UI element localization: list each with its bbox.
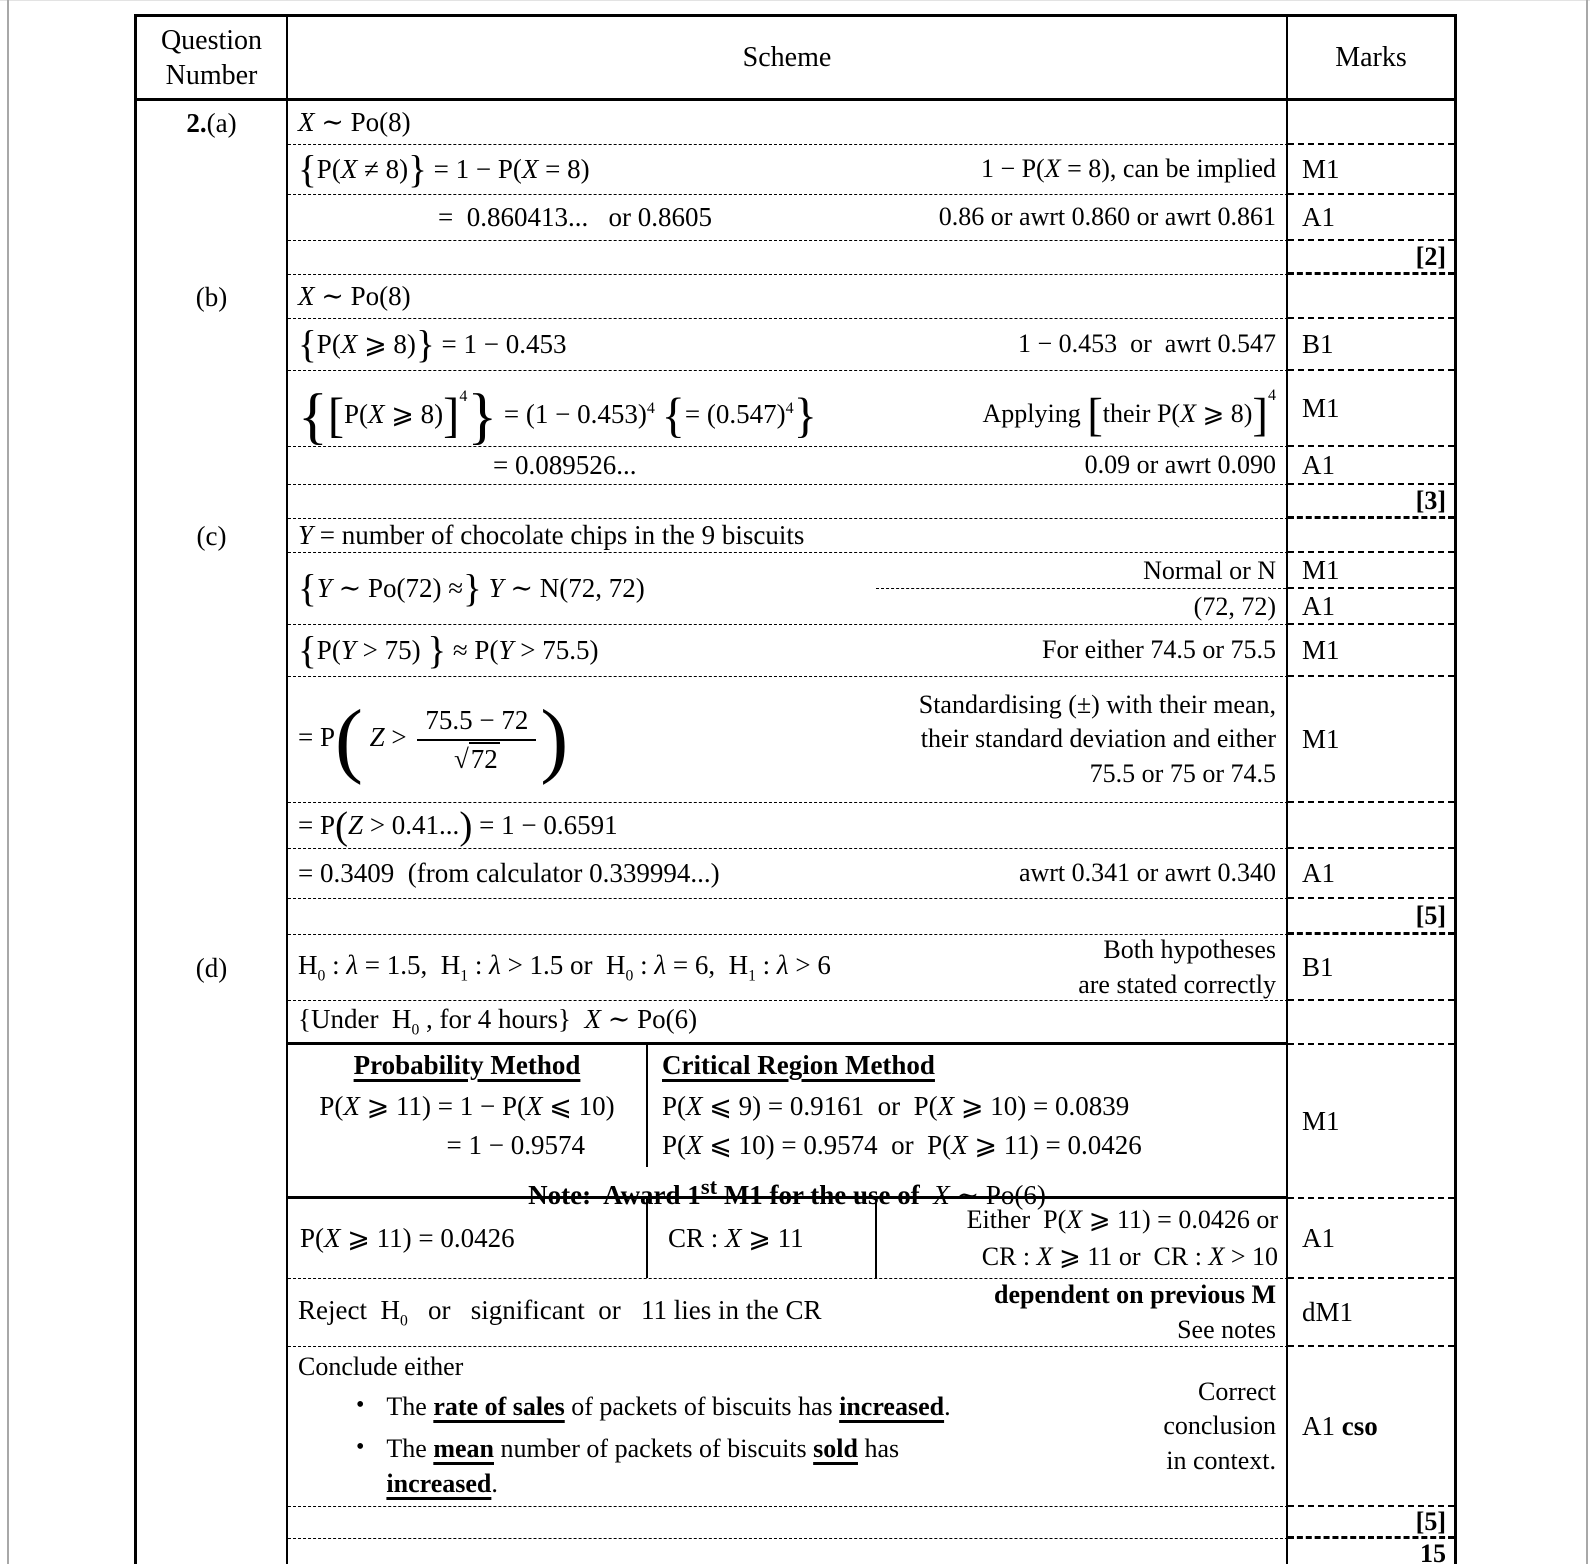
guidance-note-d-hyp: Both hypotheses are stated correctly	[1078, 935, 1276, 999]
formula-c1: {Y ∼ Po(72) ≈} Y ∼ N(72, 72)	[298, 567, 645, 611]
total-marks-d: [5]	[1288, 1507, 1454, 1539]
mark-cell	[1288, 101, 1454, 145]
part-label-d: (d)	[137, 935, 288, 1001]
formula-b1: {P(X ⩾ 8)} = 1 − 0.453	[298, 323, 567, 367]
row-d-results	[137, 1199, 1454, 1279]
mark-label-d-dm1: dM1	[1288, 1279, 1454, 1347]
row-c-def	[137, 519, 1454, 553]
header-marks: Marks	[1288, 17, 1454, 101]
guidance-note-c1b: (72, 72)	[1193, 591, 1276, 621]
formula-b2: {[P(X ⩾ $8)]^4\} = (1 - 0.453)^4$ {= $(0.547)^4$}	[298, 382, 817, 451]
mark-label-c-m3: M1	[1288, 677, 1454, 803]
row-a-model	[137, 101, 1454, 145]
conclusion-bullet-2-text: The mean number of packets of biscuits sold has increased.	[386, 1433, 900, 1499]
critical-region-line2: P(X ⩽ 10) = 0.9574 or P(X ⩾ 11) = 0.0426	[662, 1130, 1142, 1160]
row-c-zvalue	[137, 803, 1454, 849]
row-d-reject	[137, 1279, 1454, 1347]
probability-method-column	[288, 1045, 648, 1167]
row-a-m1	[137, 145, 1454, 195]
total-marks-b: [3]	[1288, 485, 1454, 519]
mark-scheme-table	[134, 14, 1457, 1564]
part-label-c: (c)	[137, 519, 288, 553]
mark-label-d-a1: A1	[1288, 1199, 1454, 1279]
row-d-hypotheses	[137, 935, 1454, 1001]
formula-a2: = 0.860413... or 0.8605	[438, 202, 712, 232]
guidance-note-c1a: Normal or N	[876, 553, 1286, 589]
formula-c4: = P(Z > 0.41...) = 1 − 0.6591	[298, 804, 618, 848]
formula-c2: {P(Y > 75) } ≈ P(Y > 75.5)	[298, 629, 599, 673]
guidance-note-b2: Applying [their P(X ⩾ 8)]$^4$	[982, 387, 1276, 442]
row-d-total	[137, 1507, 1454, 1539]
page-edge-right	[1586, 0, 1588, 1564]
bullet-icon: •	[356, 1391, 365, 1418]
result-probability-text: P(X ⩾ 11) = 0.0426	[300, 1223, 515, 1253]
bullet-icon: •	[356, 1433, 365, 1460]
row-b-m1	[137, 371, 1454, 451]
formula-b-model: X ∼ Po(8)	[298, 281, 411, 311]
conclusion-bullet-2	[298, 1431, 1163, 1501]
formula-d-hypotheses: $H_0$ : λ = 1.5, $H_1$ : λ > 1.5 or $H_0$ : λ = 6, $H_1$ : λ > 6	[298, 949, 831, 985]
row-c-total	[137, 899, 1454, 935]
total-marks-a: [2]	[1288, 241, 1454, 275]
row-a-total	[137, 241, 1454, 275]
guidance-note-d-results: Either P(X ⩾ 11) = 0.0426 or CR : X ⩾ 11 or CR : X > 10	[966, 1205, 1278, 1271]
guidance-note-c2: For either 74.5 or 75.5	[1042, 635, 1276, 665]
formula-c5: = 0.3409 (from calculator 0.339994...)	[298, 858, 720, 888]
mark-label-b-b1: B1	[1288, 319, 1454, 371]
critical-region-column	[648, 1045, 1286, 1167]
methods-table	[288, 1045, 1286, 1167]
probability-method-line2: = 1 − 0.9574	[446, 1130, 585, 1160]
row-a-a1	[137, 195, 1454, 241]
conclusion-block	[298, 1348, 1163, 1505]
probability-method-title: Probability Method	[353, 1050, 581, 1080]
mark-label-b-a1: A1	[1288, 447, 1454, 485]
question-total-marks: 15	[1420, 1539, 1446, 1564]
conclusion-bullet-1-text: The rate of sales of packets of biscuits has increased.	[386, 1391, 951, 1421]
guidance-note-a1: 1 − P(X = 8), can be implied	[980, 154, 1276, 184]
conclusion-bullet-1	[298, 1389, 1163, 1424]
part-label-a: 2. (a)	[137, 101, 288, 145]
row-c-continuity	[137, 625, 1454, 677]
formula-c3: = P( Z > $\frac{75.5 - 72}{√72}$ )	[298, 692, 569, 786]
mark-label-d-a1-cso: A1 cso	[1288, 1347, 1454, 1507]
guidance-note-c5: awrt 0.341 or awrt 0.340	[1018, 858, 1276, 888]
table-header-row	[137, 17, 1454, 101]
row-b-total	[137, 485, 1454, 519]
row-b-model	[137, 275, 1454, 319]
row-d-methods	[137, 1045, 1454, 1210]
guidance-note-d-conclusion: Correct conclusion in context.	[1163, 1377, 1276, 1475]
conclusion-intro: Conclude either	[298, 1351, 464, 1381]
formula-b3: = 0.089526...	[493, 450, 637, 480]
row-b-b1	[137, 319, 1454, 371]
header-scheme: Scheme	[288, 17, 1288, 101]
formula-a1: {P(X ≠ 8)} = 1 − P(X = 8)	[298, 148, 590, 192]
row-c-standardise	[137, 677, 1454, 803]
row-d-conclusion	[137, 1347, 1454, 1507]
guidance-note-d-reject: dependent on previous M See notes	[994, 1280, 1276, 1344]
definition-c: Y = number of chocolate chips in the 9 biscuits	[298, 520, 805, 550]
mark-label-c-a1-final: A1	[1288, 849, 1454, 899]
result-critical-region	[648, 1199, 877, 1278]
part-label-b: (b)	[137, 275, 288, 319]
method-note: Note: Award 1st M1 for the use of X ∼ Po(6)	[528, 1174, 1046, 1210]
page-edge-left	[7, 0, 9, 1564]
formula-d-under: {Under $H_0$ , for 4 hours} X ∼ Po(6)	[298, 1003, 698, 1039]
probability-method-line1: P(X ⩾ 11) = 1 − P(X ⩽ 10)	[319, 1091, 615, 1121]
split-guidance-c1	[876, 553, 1286, 624]
guidance-note-c3: Standardising (±) with their mean, their standard deviation and either 75.5 or 75 or 74.5	[918, 690, 1276, 788]
header-question-number: Question Number	[137, 17, 288, 101]
mark-label-d-m1: M1	[1288, 1045, 1454, 1199]
page-edge-top	[0, 0, 1590, 1]
guidance-note-b1: 1 − 0.453 or awrt 0.547	[1017, 329, 1276, 359]
row-question-total	[137, 1539, 1454, 1564]
guidance-note-b3: 0.09 or awrt 0.090	[1084, 450, 1276, 480]
mark-label-a-a1: A1	[1288, 195, 1454, 241]
row-c-normal	[137, 553, 1454, 625]
row-d-under-h0	[137, 1001, 1454, 1045]
critical-region-line1: P(X ⩽ 9) = 0.9161 or P(X ⩾ 10) = 0.0839	[662, 1091, 1130, 1121]
formula-a-model: X ∼ Po(8)	[298, 107, 411, 137]
guidance-note-a2: 0.86 or awrt 0.860 or awrt 0.861	[938, 202, 1276, 232]
row-b-a1	[137, 447, 1454, 485]
row-c-answer	[137, 849, 1454, 899]
critical-region-title: Critical Region Method	[662, 1050, 935, 1080]
mark-label-b-m1: M1	[1288, 371, 1454, 447]
result-probability	[288, 1199, 648, 1278]
mark-label-c-a1: A1	[1302, 590, 1335, 621]
total-marks-c: [5]	[1288, 899, 1454, 935]
mark-label-a-m1: M1	[1288, 145, 1454, 195]
mark-label-d-b1: B1	[1288, 935, 1454, 1001]
formula-d-reject: Reject $H_0$ or significant or 11 lies in the CR	[298, 1294, 822, 1330]
result-critical-region-text: CR : X ⩾ 11	[668, 1223, 804, 1253]
mark-label-c-m1: M1	[1288, 553, 1454, 589]
mark-label-c-m2: M1	[1288, 625, 1454, 677]
